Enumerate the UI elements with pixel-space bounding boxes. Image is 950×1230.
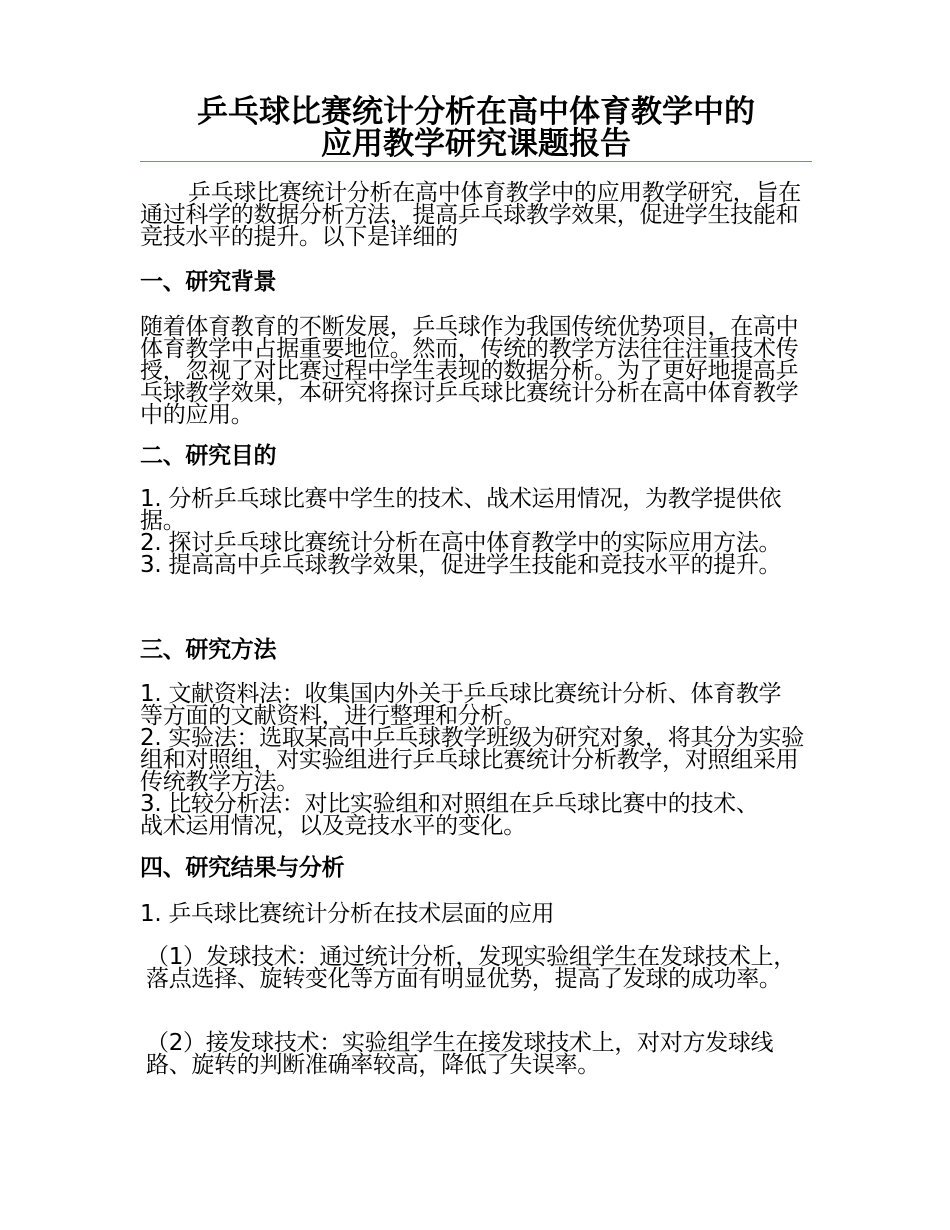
section-background-body xyxy=(140,316,812,426)
results-subheading: 1. 乒乓球比赛统计分析在技术层面的应用 xyxy=(140,901,555,927)
section-purpose xyxy=(140,442,812,470)
title-line-1: 乒乓球比赛统计分析在高中体育教学中的 xyxy=(197,94,755,130)
document-page xyxy=(140,94,812,1078)
list-item: 3. 比较分析法：对比实验组和对照组在乒乓球比赛中的技术、战术运用情况，以及竞技水平的变化。 xyxy=(140,791,759,839)
section-purpose-body xyxy=(140,488,812,576)
list-item: （2）接发球技术：实验组学生在接发球技术上，对对方发球线路、旋转的判断准确率较高，降低了失误率。 xyxy=(146,1030,774,1078)
section-background xyxy=(140,268,812,296)
section-results xyxy=(140,854,812,882)
section-heading: 三、研究方法 xyxy=(140,637,277,663)
intro-paragraph: 乒乓球比赛统计分析在高中体育教学中的应用教学研究，旨在通过科学的数据分析方法，提高乒乓球教学效果，促进学生技能和竞技水平的提升。以下是详细的 xyxy=(140,180,801,250)
intro-block xyxy=(140,182,812,248)
results-subheading-block xyxy=(140,900,812,928)
list-item: 3. 提高高中乒乓球教学效果，促进学生技能和竞技水平的提升。 xyxy=(140,552,782,578)
section-heading: 一、研究背景 xyxy=(140,269,277,295)
section-paragraph: 随着体育教育的不断发展，乒乓球作为我国传统优势项目，在高中体育教学中占据重要地位。然而，传统的教学方法往往注重技术传授，忽视了对比赛过程中学生表现的数据分析。为了更好地提高乒乓球教学效果，本研究将探讨乒乓球比赛统计分析在高中体育教学中的应用。 xyxy=(140,314,799,428)
list-item: 2. 探讨乒乓球比赛统计分析在高中体育教学中的实际应用方法。 xyxy=(140,530,782,556)
document-title xyxy=(140,96,812,160)
list-item: 2. 实验法：选取某高中乒乓球教学班级为研究对象，将其分为实验组和对照组，对实验组进行乒乓球比赛统计分析教学，对照组采用传统教学方法。 xyxy=(140,725,804,795)
section-heading: 二、研究目的 xyxy=(140,443,277,469)
list-item: 1. 文献资料法：收集国内外关于乒乓球比赛统计分析、体育教学等方面的文献资料，进行整理和分析。 xyxy=(140,681,782,729)
title-line-2: 应用教学研究课题报告 xyxy=(321,126,631,162)
list-item: （1）发球技术：通过统计分析，发现实验组学生在发球技术上，落点选择、旋转变化等方面有明显优势，提高了发球的成功率。 xyxy=(146,944,796,992)
results-item-2 xyxy=(140,1032,812,1076)
section-heading: 四、研究结果与分析 xyxy=(140,855,345,881)
section-methods-body xyxy=(140,683,812,837)
results-item-1 xyxy=(140,946,812,990)
section-methods xyxy=(140,636,812,664)
list-item: 1. 分析乒乓球比赛中学生的技术、战术运用情况，为教学提供依据。 xyxy=(140,486,782,534)
